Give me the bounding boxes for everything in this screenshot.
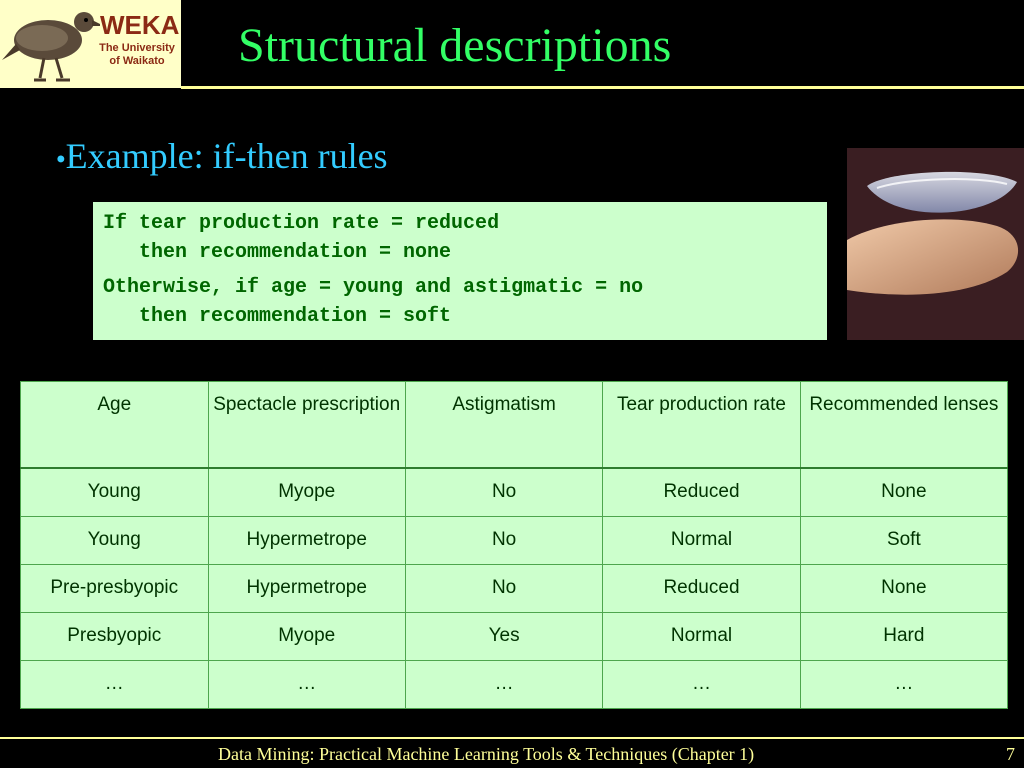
page-number: 7 bbox=[1006, 744, 1015, 764]
weka-bird-icon bbox=[0, 0, 100, 88]
table-cell: Myope bbox=[208, 468, 405, 517]
contact-lens-image bbox=[847, 148, 1024, 340]
table-cell: Young bbox=[21, 468, 209, 517]
table-cell: Myope bbox=[208, 613, 405, 661]
logo-wordmark: WEKA bbox=[100, 10, 180, 40]
table-cell: … bbox=[800, 661, 1007, 709]
table-cell: Hypermetrope bbox=[208, 517, 405, 565]
table-row bbox=[21, 468, 1008, 517]
rules-box bbox=[93, 202, 827, 340]
logo-subtitle: The University of Waikato bbox=[99, 42, 175, 67]
column-header: Astigmatism bbox=[405, 382, 602, 469]
footer-divider bbox=[0, 737, 1024, 739]
table-cell: Normal bbox=[603, 613, 800, 661]
table-cell: None bbox=[800, 565, 1007, 613]
contact-lens-photo bbox=[847, 148, 1024, 340]
table-cell: … bbox=[405, 661, 602, 709]
table-cell: No bbox=[405, 565, 602, 613]
rule-line: then recommendation = none bbox=[103, 241, 452, 264]
footer-caption: Data Mining: Practical Machine Learning Tools & Techniques (Chapter 1) bbox=[218, 744, 755, 764]
table-row bbox=[21, 613, 1008, 661]
table-cell: Normal bbox=[603, 517, 800, 565]
table-cell: Hypermetrope bbox=[208, 565, 405, 613]
rule-line: then recommendation = soft bbox=[103, 305, 452, 328]
rule-line: If tear production rate = reduced bbox=[103, 212, 500, 235]
weka-logo bbox=[0, 0, 181, 88]
table-cell: … bbox=[603, 661, 800, 709]
column-header: Recommended lenses bbox=[800, 382, 1007, 469]
table-cell: Young bbox=[21, 517, 209, 565]
slide-title: Structural descriptions bbox=[238, 19, 672, 72]
table-cell: No bbox=[405, 468, 602, 517]
table-row bbox=[21, 565, 1008, 613]
table-cell: None bbox=[800, 468, 1007, 517]
title-divider bbox=[181, 86, 1024, 89]
table-cell: Soft bbox=[800, 517, 1007, 565]
table-cell: Presbyopic bbox=[21, 613, 209, 661]
column-header: Age bbox=[21, 382, 209, 469]
table-cell: Pre-presbyopic bbox=[21, 565, 209, 613]
lens-data-table bbox=[20, 381, 1008, 709]
table-cell: … bbox=[21, 661, 209, 709]
bullet-item bbox=[56, 134, 388, 182]
table-cell: … bbox=[208, 661, 405, 709]
table-row bbox=[21, 661, 1008, 709]
table-cell: Hard bbox=[800, 613, 1007, 661]
table-cell: Reduced bbox=[603, 565, 800, 613]
table-cell: Yes bbox=[405, 613, 602, 661]
column-header: Spectacle prescription bbox=[208, 382, 405, 469]
table-header-row bbox=[21, 382, 1008, 469]
bullet-text: Example: if-then rules bbox=[65, 136, 388, 176]
rule-line: Otherwise, if age = young and astigmatic = no bbox=[103, 276, 644, 299]
table-cell: No bbox=[405, 517, 602, 565]
bullet-dot-icon: ● bbox=[56, 150, 66, 168]
table-row bbox=[21, 517, 1008, 565]
table-cell: Reduced bbox=[603, 468, 800, 517]
column-header: Tear production rate bbox=[603, 382, 800, 469]
